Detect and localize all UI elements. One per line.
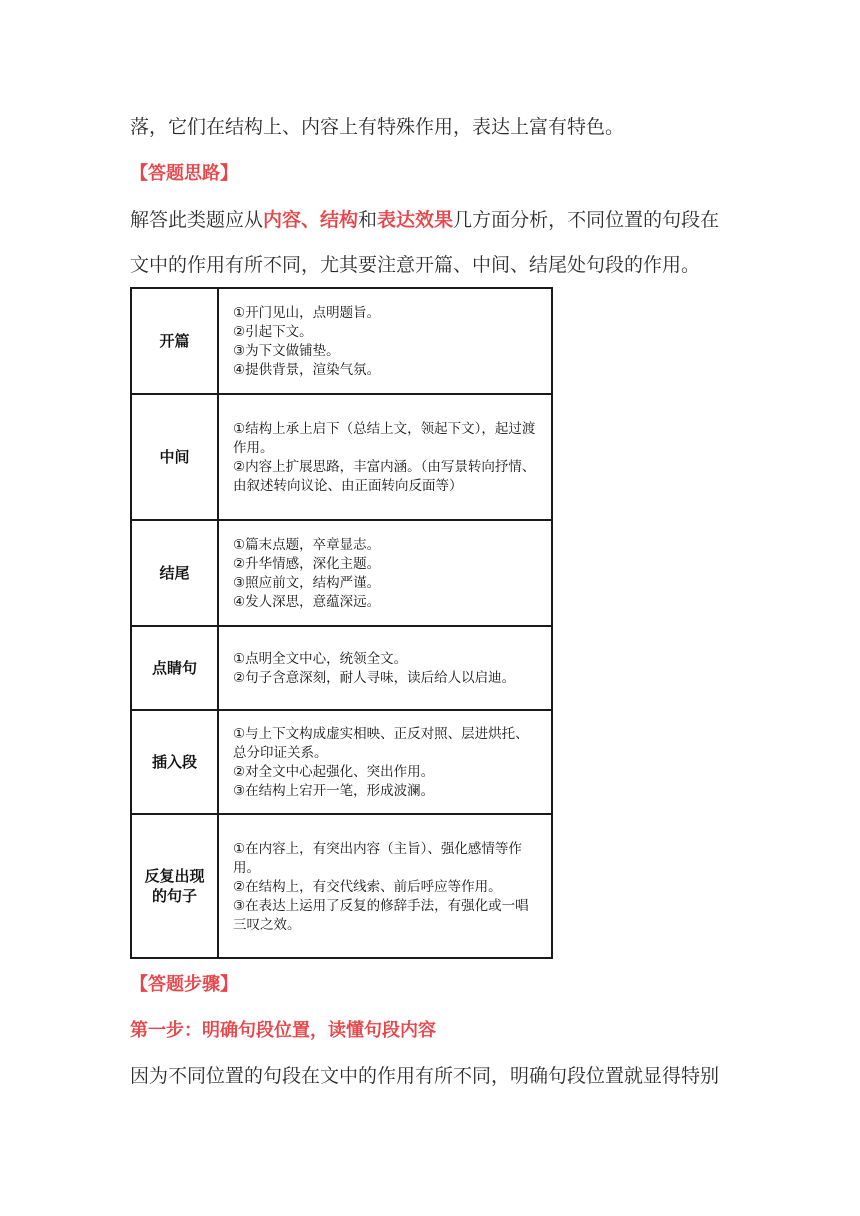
heading-thinking: 【答题思路】 <box>130 163 238 184</box>
paragraph-method-continued: 文中的作用有所不同，尤其要注意开篇、中间、结尾处句段的作用。 <box>130 254 701 276</box>
paragraph-step1: 因为不同位置的句段在文中的作用有所不同，明确句段位置就显得特别 <box>130 1065 720 1087</box>
row-point: ②在结构上，有交代线索、前后呼应等作用。 <box>233 878 502 895</box>
row-point: ③照应前文，结构严谨。 <box>233 575 381 591</box>
row-point: ②引起下文。 <box>233 324 313 340</box>
row-label: 点睛句 <box>131 626 218 710</box>
row-point: ①篇末点题，卒章显志。 <box>233 537 381 553</box>
row-point: ③在表达上运用了反复的修辞手法，有强化或一唱三叹之效。 <box>233 897 529 933</box>
table-row <box>131 626 552 710</box>
paragraph-intro: 落，它们在结构上、内容上有特殊作用，表达上富有特色。 <box>130 116 625 138</box>
row-label-line: 的句子 <box>151 887 197 905</box>
step1-title: 第一步：明确句段位置，读懂句段内容 <box>130 1020 436 1041</box>
row-content <box>218 288 552 394</box>
row-point: ④发人深思，意蕴深远。 <box>233 594 381 610</box>
row-point: ①点明全文中心，统领全文。 <box>233 651 408 667</box>
row-point: ①开门见山，点明题旨。 <box>233 305 381 321</box>
row-point: ①结构上承上启下（总结上文，领起下文），起过渡作用。 <box>233 421 536 456</box>
row-label: 中间 <box>131 394 218 520</box>
paragraph-method <box>130 206 719 234</box>
row-point: ②升华情感，深化主题。 <box>233 556 381 572</box>
row-point: ①与上下文构成虚实相映、正反对照、层进烘托、总分印证关系。 <box>233 726 529 761</box>
highlight-expression-effect: 表达效果 <box>377 209 454 231</box>
row-point: ②对全文中心起强化、突出作用。 <box>233 764 435 780</box>
row-point: ②句子含意深刻，耐人寻味，读后给人以启迪。 <box>233 670 516 686</box>
highlight-content-structure: 内容、结构 <box>263 209 359 231</box>
table-row <box>131 520 552 626</box>
row-content <box>218 394 552 520</box>
table-row <box>131 814 552 958</box>
heading-steps: 【答题步骤】 <box>130 974 238 995</box>
table-row <box>131 710 552 814</box>
row-label-line: 反复出现 <box>144 867 205 885</box>
row-content <box>218 814 552 958</box>
row-label: 结尾 <box>131 520 218 626</box>
paragraph-method-part1: 解答此类题应从 <box>130 209 264 231</box>
row-label <box>131 814 218 958</box>
row-point: ③在结构上宕开一笔，形成波澜。 <box>233 783 435 799</box>
row-point: ③为下文做铺垫。 <box>233 343 340 359</box>
row-content <box>218 710 552 814</box>
paragraph-method-part2: 和 <box>358 209 378 231</box>
paragraph-method-part3: 几方面分析，不同位置的句段在 <box>453 209 720 231</box>
row-content <box>218 626 552 710</box>
row-point: ②内容上扩展思路，丰富内涵。（由写景转向抒情、由叙述转向议论、由正面转向反面等） <box>233 459 536 494</box>
row-point: ④提供背景，渲染气氛。 <box>233 362 381 378</box>
row-content <box>218 520 552 626</box>
table-row <box>131 394 552 520</box>
row-point: ①在内容上，有突出内容（主旨）、强化感情等作用。 <box>233 840 522 876</box>
table-row <box>131 288 552 394</box>
function-summary-table <box>130 287 553 959</box>
row-label: 插入段 <box>131 710 218 814</box>
row-label: 开篇 <box>131 288 218 394</box>
